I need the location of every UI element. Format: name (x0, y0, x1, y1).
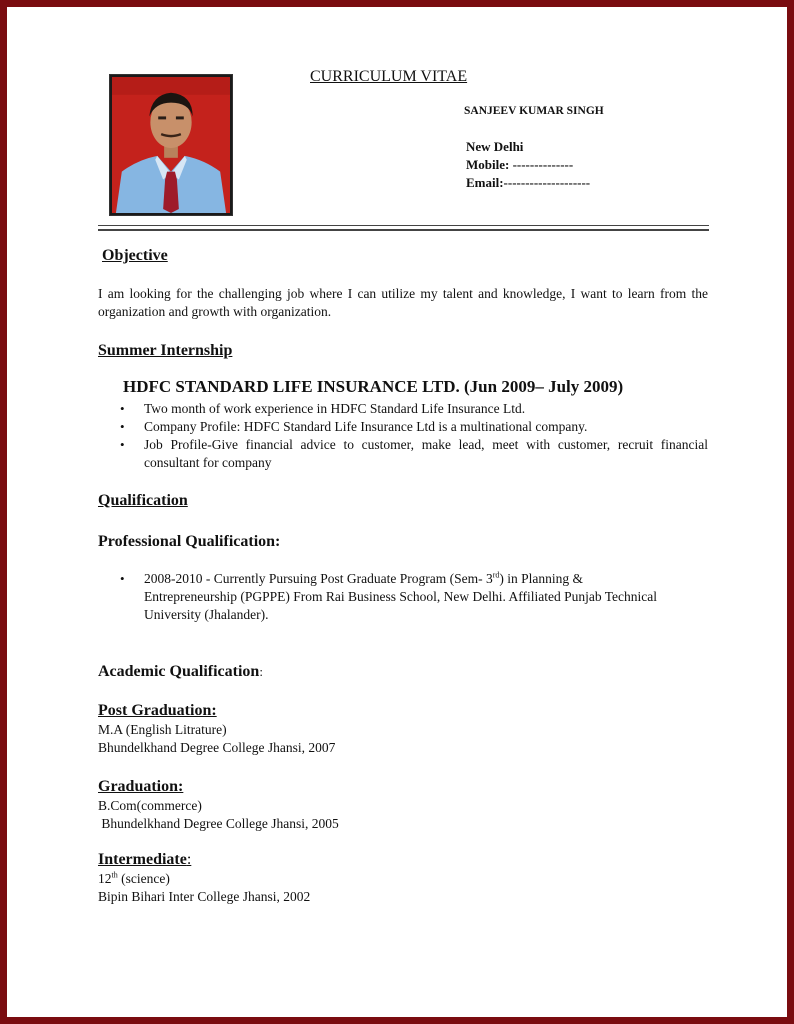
profile-photo (109, 74, 233, 216)
mobile: Mobile: -------------- (466, 157, 574, 172)
internship-heading: Summer Internship (98, 342, 233, 359)
professional-bullets (98, 570, 658, 624)
intermediate-heading: Intermediate: (98, 851, 192, 868)
internship-company: HDFC STANDARD LIFE INSURANCE LTD. (Jun 2009– July 2009) (123, 377, 624, 396)
objective-heading: Objective (102, 247, 168, 264)
header-divider-thick (98, 229, 709, 231)
post-graduation-heading: Post Graduation: (98, 702, 217, 719)
header-divider (98, 225, 709, 226)
academic-qualification-heading: Academic Qualification: (98, 663, 263, 680)
intermediate-college: Bipin Bihari Inter College Jhansi, 2002 (98, 889, 311, 904)
graduation-heading: Graduation: (98, 778, 184, 795)
cv-title: CURRICULUM VITAE (310, 68, 468, 85)
professional-qualification-heading: Professional Qualification: (98, 533, 281, 550)
qualification-heading: Qualification (98, 492, 188, 509)
list-item: • 2008-2010 - Currently Pursuing Post Graduate Program (Sem- 3rd) in Planning & Entrepreneurship (PGPPE) From Rai Business School, New Delhi. Affiliated Punjab Technical University (Jhalander). (120, 570, 657, 622)
intermediate-degree: 12th (science) (98, 870, 170, 886)
city: New Delhi (466, 139, 524, 154)
post-graduation-college: Bhundelkhand Degree College Jhansi, 2007 (98, 740, 336, 755)
email: Email:-------------------- (466, 175, 591, 190)
post-graduation-degree: M.A (English Litrature) (98, 722, 227, 737)
list-item: • Job Profile-Give financial advice to customer, make lead, meet with customer, recruit financial consultant for company (120, 437, 708, 470)
list-item: • Two month of work experience in HDFC Standard Life Insurance Ltd. (120, 401, 526, 416)
graduation-degree: B.Com(commerce) (98, 798, 202, 813)
person-portrait-icon (112, 77, 230, 213)
objective-text: I am looking for the challenging job where I can utilize my talent and knowledge, I want to learn from the organization and growth with organization. (98, 286, 708, 319)
candidate-name: SANJEEV KUMAR SINGH (464, 105, 604, 117)
internship-bullets (98, 400, 708, 472)
graduation-college: Bhundelkhand Degree College Jhansi, 2005 (98, 816, 339, 831)
list-item: • Company Profile: HDFC Standard Life Insurance Ltd is a multinational company. (120, 419, 588, 434)
contact-block (466, 138, 590, 192)
resume-page (7, 7, 787, 1017)
